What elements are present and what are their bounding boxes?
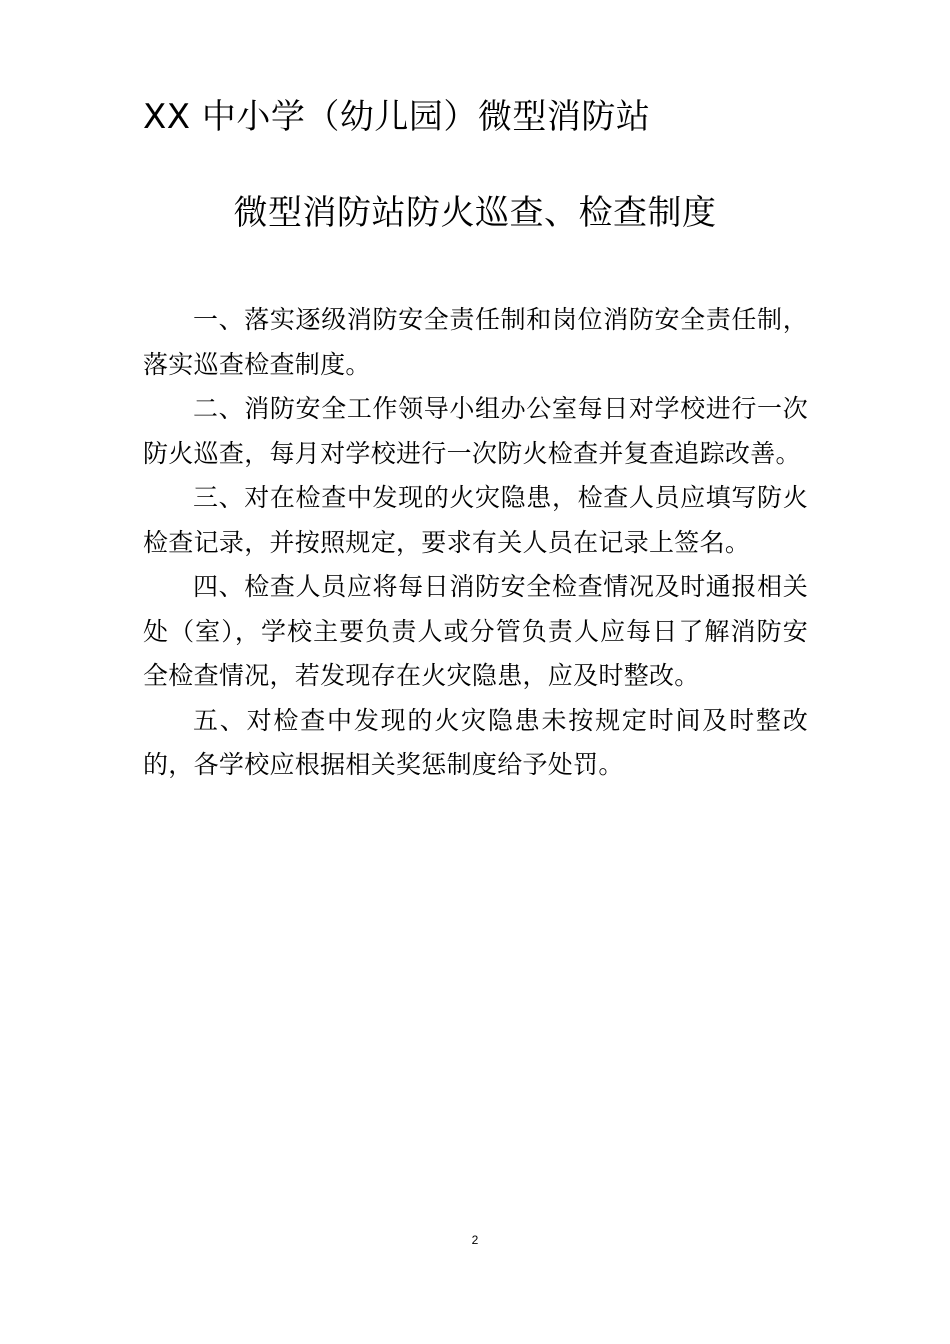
paragraph-3: 三、对在检查中发现的火灾隐患，检查人员应填写防火检查记录，并按照规定，要求有关人员在记录上签名。: [143, 483, 808, 557]
organization-title: XX 中小学（幼儿园）微型消防站: [143, 97, 651, 137]
paragraph-5: 五、对检查中发现的火灾隐患未按规定时间及时整改的，各学校应根据相关奖惩制度给予处罚。: [143, 705, 808, 779]
paragraph-2: 二、消防安全工作领导小组办公室每日对学校进行一次防火巡查，每月对学校进行一次防火检查并复查追踪改善。: [143, 394, 808, 468]
document-title: 微型消防站防火巡查、检查制度: [233, 193, 717, 233]
paragraph-4: 四、检查人员应将每日消防安全检查情况及时通报相关处（室），学校主要负责人或分管负责人应每日了解消防安全检查情况，若发现存在火灾隐患，应及时整改。: [143, 572, 808, 690]
document-body: [143, 298, 808, 788]
page-number: 2: [471, 1233, 479, 1247]
paragraph-1: 一、落实逐级消防安全责任制和岗位消防安全责任制，落实巡查检查制度。: [143, 305, 808, 379]
